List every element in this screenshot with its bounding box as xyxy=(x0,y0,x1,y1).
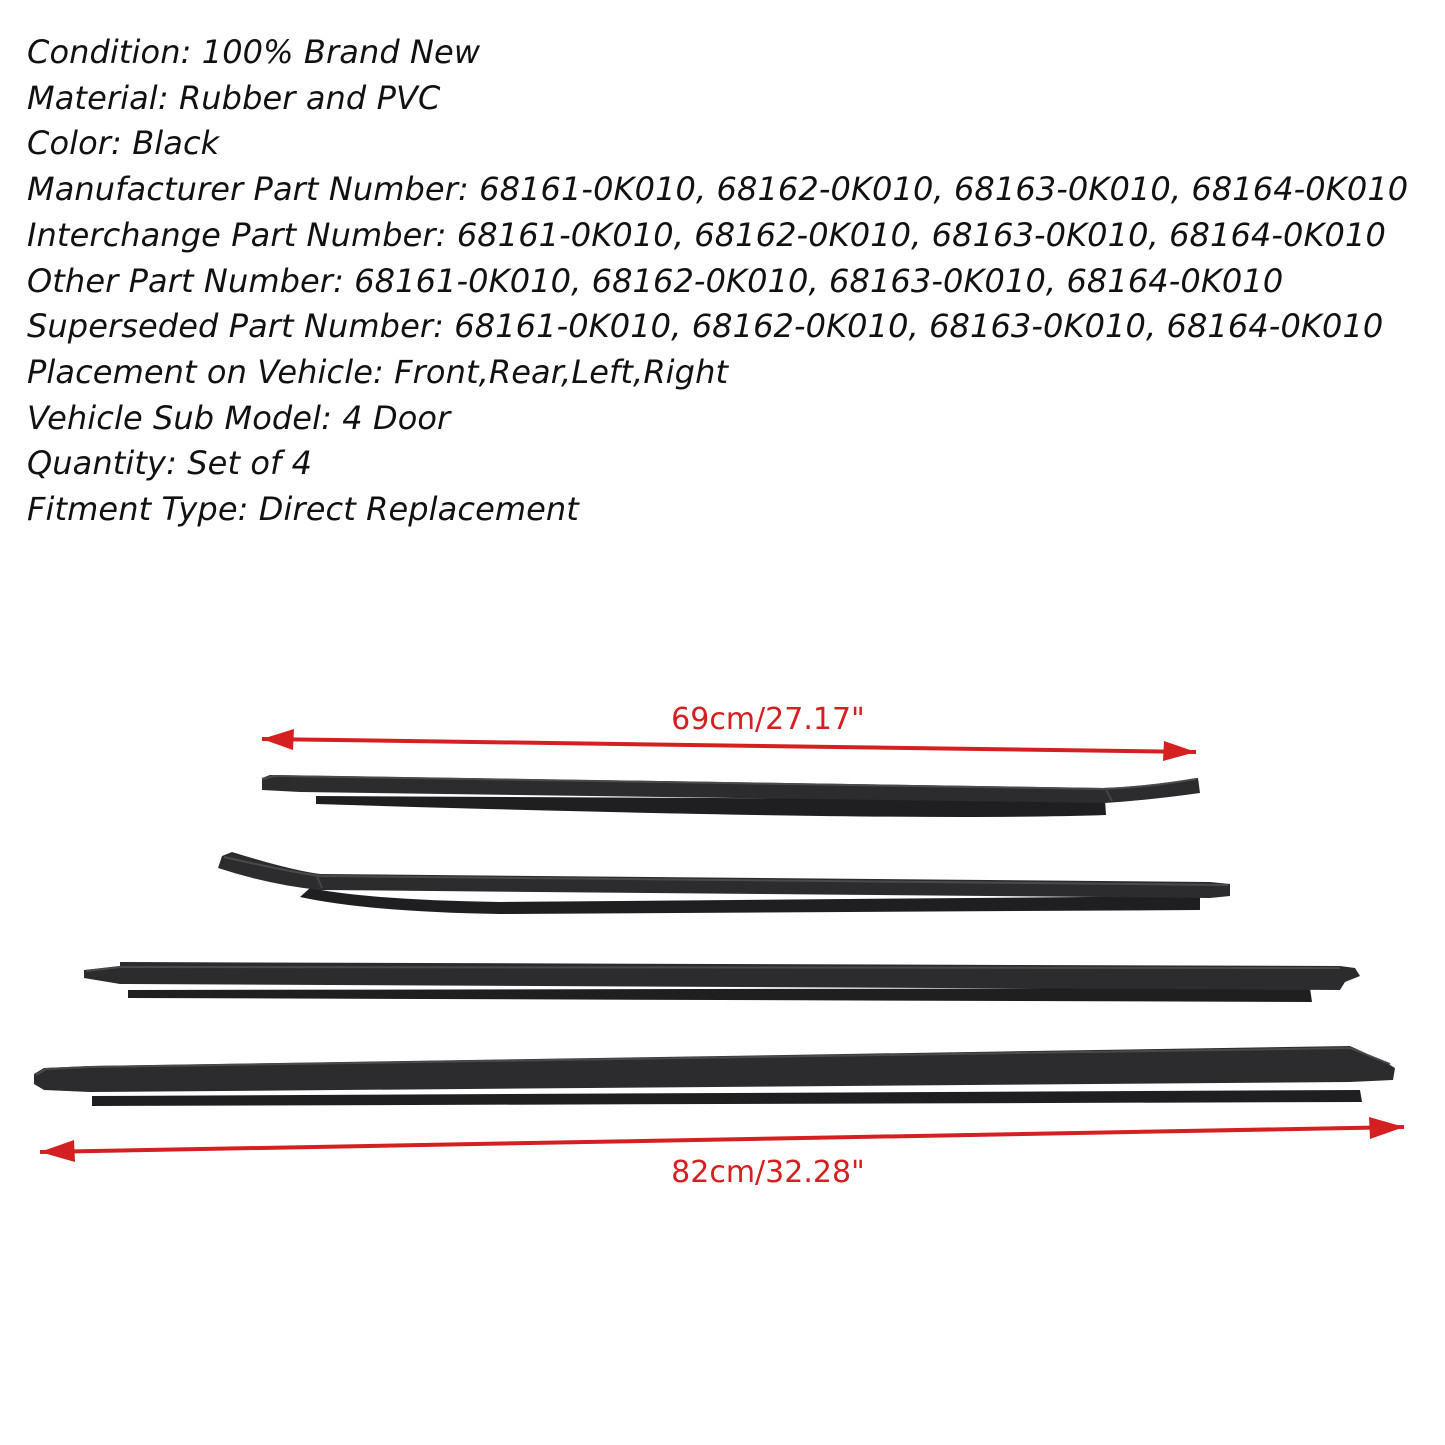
spec-fitment-type: Fitment Type: Direct Replacement xyxy=(27,490,579,529)
weatherstrip-1 xyxy=(262,775,1200,817)
weatherstrip-2 xyxy=(218,852,1230,914)
spec-vehicle-sub-model: Vehicle Sub Model: 4 Door xyxy=(27,398,451,437)
spec-superseded-part-number: Superseded Part Number: 68161-0K010, 68162-0K010, 68163-0K010, 68164-0K010 xyxy=(27,307,1384,346)
spec-material: Material: Rubber and PVC xyxy=(27,78,441,117)
spec-color: Color: Black xyxy=(27,124,220,163)
long-dimension-label: 82cm/32.28" xyxy=(671,1155,865,1190)
weatherstrip-4 xyxy=(34,1046,1395,1106)
spec-placement-on-vehicle: Placement on Vehicle: Front,Rear,Left,Right xyxy=(27,352,729,391)
spec-quantity: Quantity: Set of 4 xyxy=(27,444,313,483)
short-dimension-label: 69cm/27.17" xyxy=(671,702,865,737)
spec-other-part-number: Other Part Number: 68161-0K010, 68162-0K010, 68163-0K010, 68164-0K010 xyxy=(27,261,1284,300)
spec-condition: Condition: 100% Brand New xyxy=(27,33,481,71)
weatherstrip-3 xyxy=(84,962,1360,1002)
spec-interchange-part-number: Interchange Part Number: 68161-0K010, 68162-0K010, 68163-0K010, 68164-0K010 xyxy=(27,215,1386,254)
spec-manufacturer-part-number: Manufacturer Part Number: 68161-0K010, 68162-0K010, 68163-0K010, 68164-0K010 xyxy=(27,170,1409,209)
